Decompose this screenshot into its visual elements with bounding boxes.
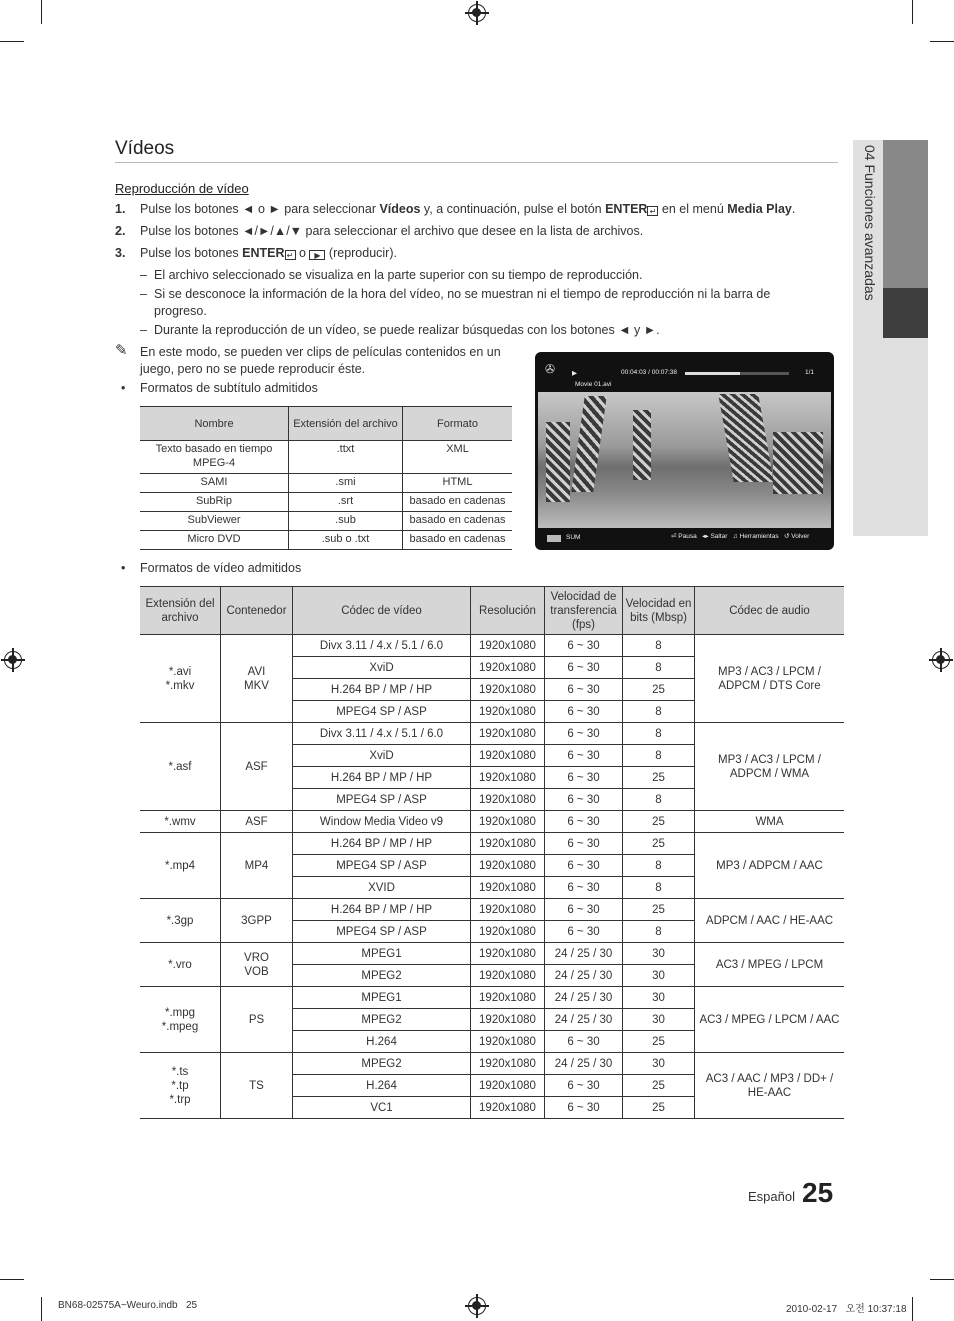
table-cell: 1920x1080: [471, 965, 545, 987]
table-cell: 8: [623, 701, 695, 723]
step-bold: Vídeos: [379, 202, 421, 216]
title-rule: [115, 162, 838, 163]
giraffe-shape: [633, 410, 651, 480]
table-cell: 8: [623, 855, 695, 877]
enter-icon: ⏎: [671, 533, 677, 540]
step-number: 3.: [115, 246, 126, 260]
table-row: [140, 531, 512, 550]
table-cell: 8: [623, 877, 695, 899]
table-cell: 25: [623, 899, 695, 921]
container-cell: MP4: [221, 833, 293, 899]
container-cell: ASF: [221, 723, 293, 811]
giraffe-shape: [773, 432, 823, 494]
crop-mark: [912, 0, 913, 24]
table-cell: SubRip: [140, 493, 289, 512]
table-cell: XVID: [293, 877, 471, 899]
table-header: Extensión del archivo: [289, 407, 403, 441]
table-cell: .sub o .txt: [289, 531, 403, 550]
table-header: Contenedor: [221, 587, 293, 635]
container-cell: ASF: [221, 811, 293, 833]
enter-icon: ↵: [285, 250, 296, 260]
table-cell: SAMI: [140, 474, 289, 493]
table-cell: VC1: [293, 1097, 471, 1119]
table-row: [140, 441, 512, 474]
table-cell: 25: [623, 1075, 695, 1097]
table-cell: basado en cadenas: [403, 493, 513, 512]
section-subhead: Reproducción de vídeo: [115, 181, 249, 196]
table-row: [140, 833, 844, 855]
table-cell: 1920x1080: [471, 723, 545, 745]
table-row: [140, 635, 844, 657]
registration-mark-icon: [468, 1297, 486, 1315]
video-formats-table: [140, 586, 844, 1119]
step-number: 2.: [115, 224, 126, 238]
table-cell: 6 ~ 30: [545, 1075, 623, 1097]
crop-mark: [41, 0, 42, 24]
audio-codec-cell: MP3 / AC3 / LPCM / ADPCM / DTS Core: [695, 635, 845, 723]
bullet-text: Formatos de vídeo admitidos: [140, 561, 302, 575]
table-row: [140, 987, 844, 1009]
table-cell: 30: [623, 987, 695, 1009]
table-cell: 8: [623, 921, 695, 943]
note-pencil-icon: ✎: [115, 342, 128, 359]
table-cell: 25: [623, 1097, 695, 1119]
step-bold: ENTER: [242, 246, 285, 260]
table-cell: MPEG1: [293, 943, 471, 965]
table-cell: MPEG4 SP / ASP: [293, 701, 471, 723]
step-text: .: [791, 202, 796, 216]
table-cell: Divx 3.11 / 4.x / 5.1 / 6.0: [293, 635, 471, 657]
table-header: Velocidad de transferencia (fps): [545, 587, 623, 635]
step-number: 1.: [115, 202, 126, 216]
table-cell: 6 ~ 30: [545, 811, 623, 833]
table-cell: 1920x1080: [471, 877, 545, 899]
table-cell: Micro DVD: [140, 531, 289, 550]
dash-item: – Si se desconoce la información de la hora del vídeo, no se muestran ni el tiempo de reproducción ni la barra de progreso.: [140, 286, 800, 320]
tools-icon: ♫: [732, 533, 738, 540]
ext-cell: *.asf: [140, 723, 221, 811]
dash-item: – El archivo seleccionado se visualiza en la parte superior con su tiempo de reproducción.: [140, 267, 840, 284]
table-cell: 6 ~ 30: [545, 833, 623, 855]
side-tab-label: 04 Funciones avanzadas: [862, 145, 878, 301]
table-row: [140, 512, 512, 531]
media-player-screenshot: [535, 352, 834, 550]
table-cell: MPEG2: [293, 1053, 471, 1075]
table-cell: 30: [623, 965, 695, 987]
table-cell: MPEG1: [293, 987, 471, 1009]
player-page: 1/1: [805, 369, 815, 376]
table-cell: MPEG2: [293, 965, 471, 987]
crop-mark: [930, 41, 954, 42]
dash-text: El archivo seleccionado se visualiza en la parte superior con su tiempo de reproducción.: [154, 268, 643, 282]
table-cell: 1920x1080: [471, 1009, 545, 1031]
table-cell: 6 ~ 30: [545, 679, 623, 701]
audio-codec-cell: AC3 / AAC / MP3 / DD+ / HE-AAC: [695, 1053, 845, 1119]
table-cell: 24 / 25 / 30: [545, 1009, 623, 1031]
table-cell: 1920x1080: [471, 1075, 545, 1097]
left-right-icon: ◂▸: [702, 533, 709, 540]
table-cell: H.264 BP / MP / HP: [293, 833, 471, 855]
crop-mark: [0, 1279, 24, 1280]
bullet-text: Formatos de subtítulo admitidos: [140, 381, 318, 395]
table-cell: 30: [623, 1009, 695, 1031]
table-cell: 1920x1080: [471, 679, 545, 701]
ext-cell: *.wmv: [140, 811, 221, 833]
table-cell: 6 ~ 30: [545, 701, 623, 723]
table-cell: 6 ~ 30: [545, 921, 623, 943]
audio-codec-cell: MP3 / ADPCM / AAC: [695, 833, 845, 899]
table-cell: 1920x1080: [471, 1097, 545, 1119]
container-cell: TS: [221, 1053, 293, 1119]
step-bold: Media Play: [727, 202, 792, 216]
ext-cell: *.3gp: [140, 899, 221, 943]
control-label: Volver: [791, 533, 810, 540]
player-time: 00:04:03 / 00:07:38: [621, 369, 678, 376]
table-cell: MPEG2: [293, 1009, 471, 1031]
enter-icon: ↵: [647, 206, 658, 216]
container-cell: PS: [221, 987, 293, 1053]
giraffe-shape: [571, 396, 606, 492]
bullet-subtitles: • Formatos de subtítulo admitidos: [121, 381, 318, 395]
table-header: Velocidad en bits (Mbsp): [623, 587, 695, 635]
player-device: SUM: [566, 534, 581, 541]
table-cell: 6 ~ 30: [545, 877, 623, 899]
ext-cell: *.vro: [140, 943, 221, 987]
footer-language: Español: [748, 1189, 795, 1204]
giraffe-shape: [546, 422, 570, 502]
ext-cell: *.mpg *.mpeg: [140, 987, 221, 1053]
dash-item: – Durante la reproducción de un vídeo, se puede realizar búsquedas con los botones ◄ y ►.: [140, 322, 840, 339]
table-cell: 1920x1080: [471, 635, 545, 657]
audio-codec-cell: ADPCM / AAC / HE-AAC: [695, 899, 845, 943]
table-row: [140, 474, 512, 493]
step-text: Pulse los botones: [140, 246, 243, 260]
table-header: Nombre: [140, 407, 289, 441]
player-progress-track: [685, 372, 789, 375]
side-tab-active: [883, 288, 928, 338]
dash-text: Durante la reproducción de un vídeo, se puede realizar búsquedas con los botones ◄ y ►.: [154, 323, 660, 337]
side-tab-marker: [883, 140, 928, 288]
table-cell: 1920x1080: [471, 789, 545, 811]
table-cell: 1920x1080: [471, 745, 545, 767]
table-cell: H.264: [293, 1075, 471, 1097]
step-text: Pulse los botones ◄ o ► para seleccionar: [140, 202, 380, 216]
table-cell: 6 ~ 30: [545, 723, 623, 745]
giraffe-photo: [538, 392, 831, 528]
table-row: [140, 811, 844, 833]
table-row: [140, 723, 844, 745]
step-1: [115, 201, 845, 218]
table-cell: 1920x1080: [471, 943, 545, 965]
container-cell: AVI MKV: [221, 635, 293, 723]
container-cell: VRO VOB: [221, 943, 293, 987]
step-bold: ENTER: [605, 202, 648, 216]
control-label: Pausa: [678, 533, 697, 540]
footer-date: 2010-02-17 오전 10:37:18: [786, 1304, 907, 1315]
return-icon: ↺: [784, 533, 790, 540]
audio-codec-cell: AC3 / MPEG / LPCM: [695, 943, 845, 987]
table-cell: basado en cadenas: [403, 512, 513, 531]
player-progress-fill: [685, 372, 740, 375]
table-cell: 25: [623, 679, 695, 701]
table-cell: basado en cadenas: [403, 531, 513, 550]
note-text: En este modo, se pueden ver clips de películas contenidos en un juego, pero no se puede reproducir éste.: [140, 345, 501, 376]
table-cell: 6 ~ 30: [545, 635, 623, 657]
table-cell: .ttxt: [289, 441, 403, 474]
table-cell: H.264 BP / MP / HP: [293, 767, 471, 789]
crop-mark: [912, 1297, 913, 1321]
table-cell: 1920x1080: [471, 921, 545, 943]
step-text: y, a continuación, pulse el botón: [420, 202, 606, 216]
bullet-video: • Formatos de vídeo admitidos: [121, 561, 302, 575]
table-cell: HTML: [403, 474, 513, 493]
table-cell: 25: [623, 1031, 695, 1053]
table-cell: 8: [623, 635, 695, 657]
ext-cell: *.mp4: [140, 833, 221, 899]
table-cell: .srt: [289, 493, 403, 512]
table-cell: 1920x1080: [471, 767, 545, 789]
crop-mark: [41, 1297, 42, 1321]
table-cell: 1920x1080: [471, 811, 545, 833]
table-header: Extensión del archivo: [140, 587, 221, 635]
table-cell: 30: [623, 943, 695, 965]
table-cell: .sub: [289, 512, 403, 531]
note: [115, 344, 510, 378]
giraffe-shape: [718, 394, 774, 482]
table-cell: 1920x1080: [471, 657, 545, 679]
table-row: [140, 943, 844, 965]
table-cell: 1920x1080: [471, 833, 545, 855]
table-cell: 30: [623, 1053, 695, 1075]
table-header: Formato: [403, 407, 513, 441]
table-cell: 24 / 25 / 30: [545, 965, 623, 987]
table-cell: 6 ~ 30: [545, 855, 623, 877]
play-state-icon: ▶: [572, 370, 577, 377]
table-cell: 8: [623, 789, 695, 811]
crop-mark: [930, 1279, 954, 1280]
table-cell: 8: [623, 745, 695, 767]
player-controls: [671, 532, 809, 540]
table-cell: 6 ~ 30: [545, 789, 623, 811]
step-text: Pulse los botones ◄/►/▲/▼ para seleccionar el archivo que desee en la lista de archivos.: [140, 224, 644, 238]
table-cell: 24 / 25 / 30: [545, 943, 623, 965]
table-header: Códec de audio: [695, 587, 845, 635]
dash-text: Si se desconoce la información de la hora del vídeo, no se muestran ni el tiempo de reproducción ni la barra de progreso.: [154, 287, 771, 318]
table-cell: XML: [403, 441, 513, 474]
step-text: en el menú: [658, 202, 728, 216]
audio-codec-cell: WMA: [695, 811, 845, 833]
movie-icon: ✇: [545, 362, 556, 376]
table-cell: .smi: [289, 474, 403, 493]
table-cell: 6 ~ 30: [545, 745, 623, 767]
table-cell: 25: [623, 833, 695, 855]
table-cell: MPEG4 SP / ASP: [293, 789, 471, 811]
table-cell: 1920x1080: [471, 899, 545, 921]
ext-cell: *.ts *.tp *.trp: [140, 1053, 221, 1119]
page-title: Vídeos: [115, 138, 175, 159]
step-2: [115, 223, 845, 240]
player-file: Movie 01.avi: [575, 381, 612, 388]
table-cell: 8: [623, 657, 695, 679]
table-cell: 8: [623, 723, 695, 745]
table-cell: 24 / 25 / 30: [545, 1053, 623, 1075]
table-cell: XviD: [293, 657, 471, 679]
table-cell: 6 ~ 30: [545, 1097, 623, 1119]
table-cell: 6 ~ 30: [545, 767, 623, 789]
table-cell: H.264 BP / MP / HP: [293, 679, 471, 701]
step-text: (reproducir).: [325, 246, 397, 260]
table-cell: 1920x1080: [471, 1053, 545, 1075]
step-text: o: [295, 246, 310, 260]
table-cell: Window Media Video v9: [293, 811, 471, 833]
table-row: [140, 1053, 844, 1075]
control-label: Saltar: [710, 533, 728, 540]
table-cell: MPEG4 SP / ASP: [293, 921, 471, 943]
step-3: [115, 245, 845, 262]
table-cell: 1920x1080: [471, 701, 545, 723]
table-cell: 1920x1080: [471, 1031, 545, 1053]
table-row: [140, 899, 844, 921]
table-header: Resolución: [471, 587, 545, 635]
table-cell: SubViewer: [140, 512, 289, 531]
table-cell: 24 / 25 / 30: [545, 987, 623, 1009]
table-cell: 6 ~ 30: [545, 1031, 623, 1053]
ext-cell: *.avi *.mkv: [140, 635, 221, 723]
footer-file: BN68-02575A~Weuro.indb 25: [58, 1300, 198, 1311]
audio-codec-cell: MP3 / AC3 / LPCM / ADPCM / WMA: [695, 723, 845, 811]
container-cell: 3GPP: [221, 899, 293, 943]
audio-codec-cell: AC3 / MPEG / LPCM / AAC: [695, 987, 845, 1053]
table-cell: Texto basado en tiempo MPEG-4: [140, 441, 289, 474]
registration-mark-icon: [468, 4, 486, 22]
table-cell: MPEG4 SP / ASP: [293, 855, 471, 877]
table-cell: XviD: [293, 745, 471, 767]
table-cell: 6 ~ 30: [545, 899, 623, 921]
table-header: Códec de vídeo: [293, 587, 471, 635]
table-cell: 6 ~ 30: [545, 657, 623, 679]
table-cell: H.264: [293, 1031, 471, 1053]
play-icon: ▶: [309, 250, 325, 260]
registration-mark-icon: [932, 651, 950, 669]
table-cell: 25: [623, 767, 695, 789]
table-cell: 1920x1080: [471, 987, 545, 1009]
table-cell: 1920x1080: [471, 855, 545, 877]
table-cell: 25: [623, 811, 695, 833]
crop-mark: [0, 41, 24, 42]
table-cell: Divx 3.11 / 4.x / 5.1 / 6.0: [293, 723, 471, 745]
table-row: [140, 493, 512, 512]
registration-mark-icon: [4, 651, 22, 669]
page-number: 25: [802, 1177, 834, 1208]
table-cell: H.264 BP / MP / HP: [293, 899, 471, 921]
subtitle-formats-table: [140, 406, 512, 550]
usb-device-icon: [547, 535, 561, 542]
control-label: Herramientas: [739, 533, 779, 540]
